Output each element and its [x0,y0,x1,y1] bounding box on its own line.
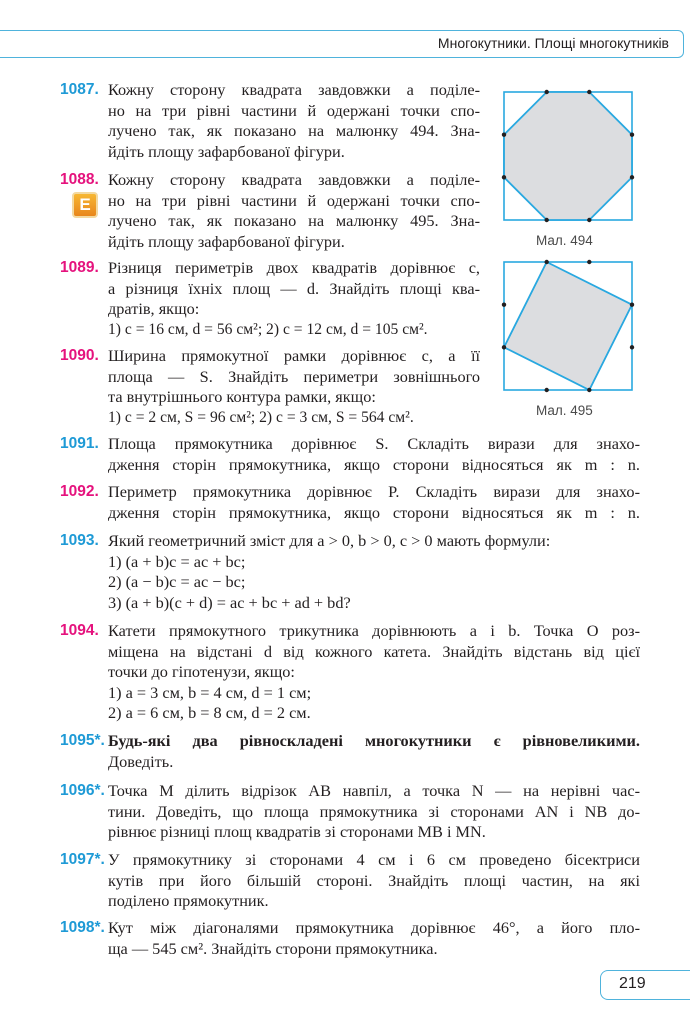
header-title: Многокутники. Площі многокутників [437,35,669,51]
problem-line: У прямокутнику зі сторонами 4 см і 6 см проведено бісектриси [108,850,640,869]
problem-line: 1) c = 2 см, S = 96 см²; 2) c = 3 см, S = 564 см². [108,408,414,426]
problem-number: 1088. [60,171,99,188]
problem-1092 [60,482,640,523]
problem-line: но на три рівні частини й одержані точки спо- [108,100,480,120]
problem-line: 2) (a − b)c = ac − bc; [108,572,246,592]
problem-line: Ширина прямокутної рамки дорівнює c, а її [108,346,480,365]
problem-line: дження сторін прямокутника, якщо сторони відносяться як m : n. [108,502,640,522]
problem-number: 1092. [60,483,99,500]
figure-494-caption: Мал. 494 [536,233,593,248]
fig495-inner-square [504,262,632,390]
problem-line: Кожну сторону квадрата завдовжки a поділе- [108,170,480,189]
problem-line: 2) a = 6 см, b = 8 см, d = 2 см. [108,703,311,723]
problem-line: Доведіть. [108,751,174,771]
problem-number: 1089. [60,259,99,276]
problem-line: йдіть площу зафарбованої фігури. [108,231,345,251]
problem-line: Площа прямокутника дорівнює S. Складіть вирази для знахо- [108,434,640,453]
problem-line: рівнює різниці площ квадратів зі сторонами MB і MN. [108,822,486,842]
problem-line: дратів, якщо: [108,299,200,319]
problem-number: 1094. [60,622,99,639]
problem-1098 [60,918,640,959]
problem-line: лучено так, як показано на малюнку 494. Зна- [108,121,480,141]
problem-line: точки до гіпотенузи, якщо: [108,662,295,682]
problem-number: 1098*. [60,919,105,936]
problem-1087 [60,80,480,162]
problem-line: Кут між діагоналями прямокутника дорівнює 46°, а його пло- [108,918,640,937]
figure-494 [498,86,638,226]
problem-number: 1090. [60,347,99,364]
problem-line: дження сторін прямокутника, якщо сторони відносяться як m : n. [108,454,640,474]
page-number-box [600,970,690,1000]
problem-line: Точка M ділить відрізок AB навпіл, а точка N — на нерівні час- [108,781,640,800]
page-header [0,30,684,58]
e-badge-icon: E [72,192,98,218]
problem-line: ща — 545 см². Знайдіть сторони прямокутника. [108,938,438,958]
problem-line: кутів при його більшій стороні. Знайдіть площі частин, на які [108,870,640,890]
problem-line: Катети прямокутного трикутника дорівнюють a і b. Точка O роз- [108,621,640,640]
problem-line: міщена на відстані d від кожного катета. Знайдіть відстань від цієї [108,641,640,661]
problem-line: поділено прямокутник. [108,891,269,911]
problem-1089 [60,258,480,340]
problem-line: Який геометричний зміст для a > 0, b > 0, c > 0 мають формули: [108,531,551,550]
problem-number: 1087. [60,81,99,98]
problem-1097 [60,850,640,912]
problem-1094 [60,621,640,724]
problem-number: 1091. [60,435,99,452]
problem-line: площа — S. Знайдіть периметри зовнішнього [108,366,480,386]
problem-1093 [60,531,640,613]
problem-number: 1093. [60,532,99,549]
problem-line: йдіть площу зафарбованої фігури. [108,141,345,161]
problem-line: Периметр прямокутника дорівнює P. Складіть вирази для знахо- [108,482,640,501]
problem-line: лучено так, як показано на малюнку 495. Зна- [108,211,480,231]
page-number: 219 [619,975,646,992]
problem-number: 1095*. [60,732,105,749]
fig494-octagon [504,92,632,220]
problem-number: 1096*. [60,782,105,799]
problem-line: 1) (a + b)c = ac + bc; [108,551,246,571]
problem-line: Різниця периметрів двох квадратів дорівнює c, [108,258,480,277]
problem-line: 1) a = 3 см, b = 4 см, d = 1 см; [108,682,312,702]
problem-line: 1) c = 16 см, d = 56 см²; 2) c = 12 см, d = 105 см². [108,320,428,338]
problem-line: Кожну сторону квадрата завдовжки a поділе- [108,80,480,99]
problem-number: 1097*. [60,851,105,868]
problem-line: 3) (a + b)(c + d) = ac + bc + ad + bd? [108,592,351,612]
problem-1096 [60,781,640,843]
problem-line: но на три рівні частини й одержані точки спо- [108,190,480,210]
problem-1090 [60,346,480,428]
problem-line: а різниця їхніх площ — d. Знайдіть площі ква- [108,278,480,298]
problem-1095 [60,731,640,772]
problem-line: та внутрішнього контура рамки, якщо: [108,387,376,407]
problem-1091 [60,434,640,475]
problem-line: тини. Доведіть, що площа прямокутника зі сторонами AN і NB до- [108,801,640,821]
problem-1088 [60,170,480,252]
problem-line: Будь-які два рівноскладені многокутники є рівновеликими. [108,731,640,750]
figure-495-caption: Мал. 495 [536,403,593,418]
figure-495 [498,256,638,396]
